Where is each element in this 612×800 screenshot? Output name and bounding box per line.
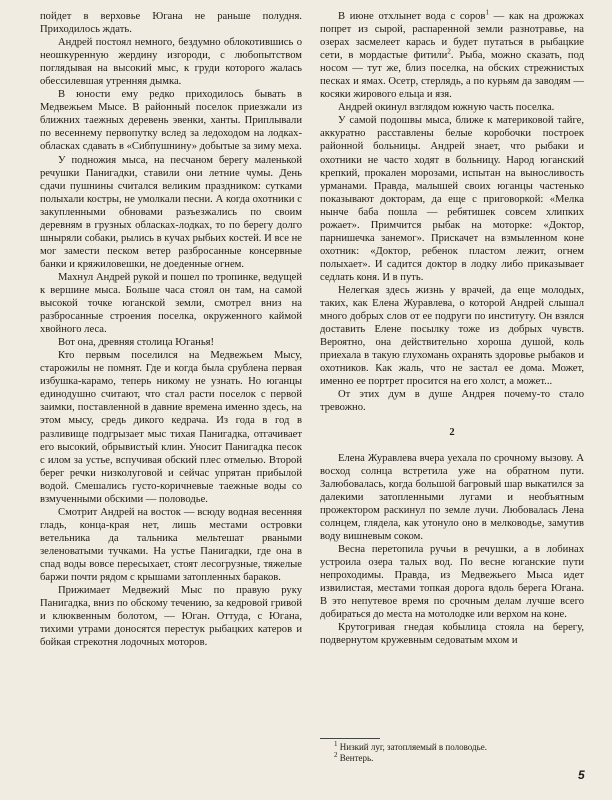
paragraph-text: . Рыба, можно сказать, под носом — тут же, близ поселка, на обских стрежнистых песках и ямах. Осетр, стерлядь, а по курьям да заводям — косяки жирового ельца и язя. xyxy=(320,50,584,101)
paragraph xyxy=(40,584,302,649)
paragraph xyxy=(40,336,302,349)
paragraph xyxy=(40,506,302,584)
paragraph xyxy=(320,543,584,621)
footnote-mark: 1 xyxy=(334,740,338,748)
paragraph-text: В юности ему редко приходилось бывать в Медвежьем Мысе. В районный поселок приезжали из ближних таежных деревень эвенки, ханты. Приплывали по весеннему первопутку вслед за ледоходом на лодках-обласках сдавать в «Сибпушнину» добытые за зиму меха. xyxy=(40,89,302,153)
paragraph-text: У самой подошвы мыса, ближе к материковой тайге, аккуратно расставлены белые коробочки построек районной больницы. Андрей знает, что рыбаки и охотники не часто ходят в больницу. Народ юганский крепкий, прокален морозами, испытан на выносливость урманами. Правда, малышей своих юганцы частенько показывают докторам, да еще с приговоркой: «Мелка нынче баба пошла — ребятишек совсем хлипких рожает». Примчится рыбак на моторке: «Доктор, парнишечка занемог». Прискачет на взмыленном коне охотник: «Доктор, ребенок пластом лежит, огнем полыхает». И садится доктор в лодку либо приказывает седлать коня. И в путь. xyxy=(320,115,584,283)
footnote-rule xyxy=(320,738,380,739)
paragraph-text: — как на дрожжах попрет из сырой, распаренной земли разнотравье, на озерах засмелеет карась и будет путаться в рыбацкие сети, в мордастые фитили xyxy=(320,11,584,62)
paragraph xyxy=(320,621,584,647)
footnote-1 xyxy=(320,742,584,753)
right-column xyxy=(320,10,584,647)
paragraph-text: Махнул Андрей рукой и пошел по тропинке, ведущей к вершине мыса. Больше часа стоял он там, на самой высокой точке юганской земли, смотрел вниз на разбросанные строения поселка, окруженного каймой хвойного леса. xyxy=(40,271,302,336)
paragraph xyxy=(320,10,584,101)
paragraph xyxy=(320,114,584,284)
section-number: 2 xyxy=(449,427,455,439)
page-number: 5 xyxy=(578,768,585,782)
paragraph-text: Крутогривая гнедая кобылица стояла на берегу, подвернутом кружевным седоватым мхом и xyxy=(320,622,584,647)
footnotes xyxy=(320,738,584,764)
paragraph xyxy=(320,388,584,414)
paragraph xyxy=(40,349,302,506)
paragraph-text: Кто первым поселился на Медвежьем Мысу, старожилы не помнят. Где и когда была срублена первая избушка-карамо, теперь никому не узнать. Но юганцы единодушно считают, что стал расти поселок с первой заимки, поставленной в давние времена именно здесь, на этом мысу, средь дикого кедрача. Из года в год в разливище подгрызает мыс тихая Панигадка, отгачивает его высокий, обрывистый клин. Уносит Панигадка песок с илом за устье, вспучивая обский плес отмелью. Второй берег речки низколуговой и сейчас упрятан прибылой водой. Смешались густо-коричневые таежные воды со взмученными обскими — половодье. xyxy=(40,350,302,505)
paragraph xyxy=(320,284,584,388)
paragraph-text: Прижимает Медвежий Мыс по правую руку Панигадка, вниз по обскому течению, за кедровой гривой и клюквенным болотом, — Юган. Оттуда, с Югана, тихими утрами доносятся перестук рыбацких катеров и бойкая стрекотня лодочных моторов. xyxy=(40,585,302,649)
paragraph-text: В июне отхлынет вода с соров xyxy=(338,11,486,22)
footnote-ref: 2 xyxy=(447,47,451,56)
paragraph xyxy=(320,452,584,543)
paragraph xyxy=(40,154,302,271)
footnote-mark: 2 xyxy=(334,751,338,759)
right-column-top-text xyxy=(320,10,584,414)
footnote-2 xyxy=(320,753,584,764)
right-column-bottom-text xyxy=(320,452,584,648)
paragraph-text: Нелегкая здесь жизнь у врачей, да еще молодых, таких, как Елена Журавлева, о которой Андрей слышал много добрых слов от ее подруги по институту. Он взялся доставить Елене посылку тоже из добрых чувств. Вероятно, она действительно хороша душой, коль приехала в такую глухомань охранять здоровье рыбаков и охотников. Как жаль, что не застал ее дома. Может, именно ее портрет просится на его холст, а может... xyxy=(320,284,584,388)
paragraph-text: Весна перетопила ручьи в речушки, а в лобинах устроила озера талых вод. По весне юганские пути непроходимы. Правда, из Медвежьего Мыса идет извилистая, местами топкая дорога вдоль берега Югана. В это непутевое время по срочным делам лучше всего добираться до места на мотолодке или верхом на коне. xyxy=(320,543,584,621)
paragraph-text: Смотрит Андрей на восток — всюду водная весенняя гладь, конца-края нет, лишь местами островки ветельника да тальника мельтешат рваными зеленоватыми тучками. На устье Панигадки, где она в спад воды вовсе пересыхает, стоят лесогрузные, тяжелые баржи почти рядом с крышами затопленных бараков. xyxy=(40,506,302,584)
paragraph-text: Андрей постоял немного, бездумно облокотившись о неошкуренную жердину изгороди, с любопытством поглядывая на высокий мыс, к груди которого жалась обессилевшая утренняя дымка. xyxy=(40,37,302,88)
paragraph xyxy=(40,88,302,153)
footnote-text: Низкий луг, затопляемый в половодье. xyxy=(339,742,487,752)
footnote-text: Вентерь. xyxy=(339,753,374,763)
paragraph xyxy=(40,271,302,336)
paragraph-text: От этих дум в душе Андрея почему-то стало тревожно. xyxy=(320,389,584,414)
paragraph xyxy=(40,36,302,88)
footnote-ref: 1 xyxy=(485,8,489,17)
paragraph-text: Вот она, древняя столица Юганья! xyxy=(58,337,215,349)
paragraph xyxy=(320,101,584,114)
left-column xyxy=(40,10,302,649)
paragraph xyxy=(40,10,302,36)
paragraph-text: У подножия мыса, на песчаном берегу маленькой речушки Панигадки, ставили они летние чумы. День сдачи пушнины считался великим праздником: сутками полыхали костры, не умолкали песни. А когда охотники с закупленными обновами разъезжались по своим деревням в грузных обласках-лодках, то по берегу долго шныряли собаки, рылись в кучах рыбьих костей. И все не мог замести песком ветер разбросанные консервные банки и кряжиловешки, не доеденные огнем. xyxy=(40,154,302,270)
paragraph-text: Елена Журавлева вчера уехала по срочному вызову. А восход солнца встретила уже на обратном пути. Залюбовалась, когда большой багровый шар выкатился за далекими затопленными лугами и необъятным прожектором раскинул по земле лучи. Любовалась Лена солнцем, глядела, как утонуло оно в мелководье, замутив воду вишневым соком. xyxy=(320,452,584,542)
paragraph-text: Андрей окинул взглядом южную часть поселка. xyxy=(338,102,555,114)
paragraph-text: пойдет в верховье Югана не раньше полудня. Приходилось ждать. xyxy=(40,11,302,36)
